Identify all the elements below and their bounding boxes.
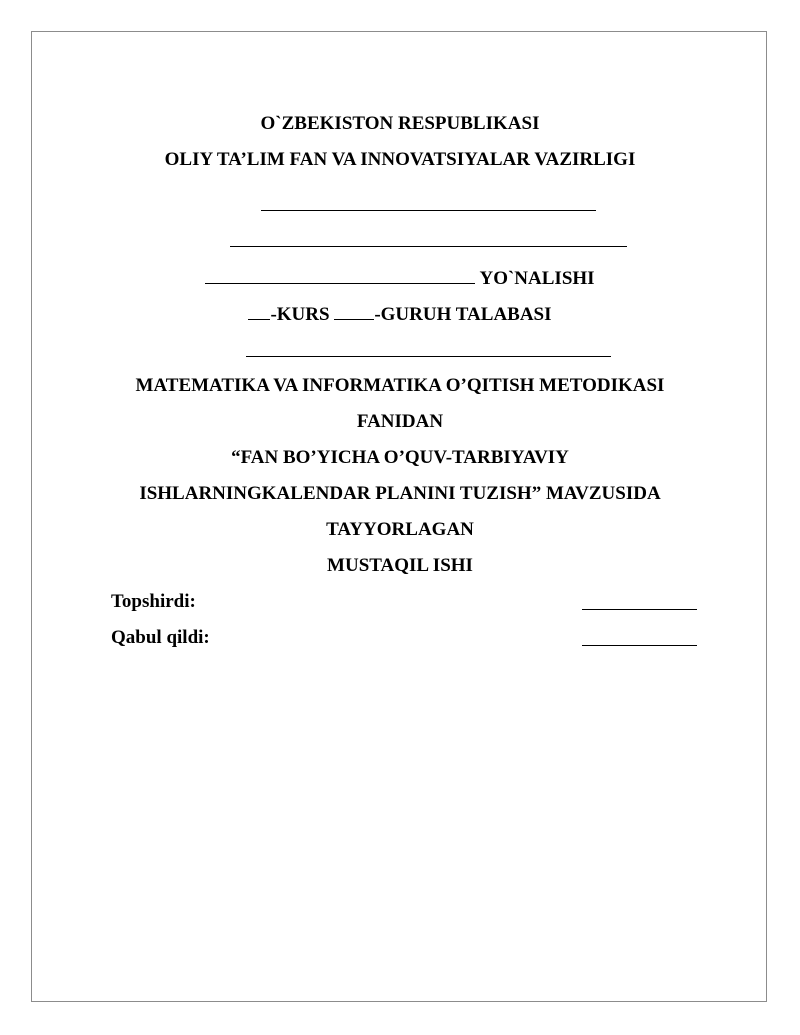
topic-line-2: ISHLARNINGKALENDAR PLANINI TUZISH” MAVZUSIDA [139,483,661,504]
prepared-line: TAYYORLAGAN [326,519,474,540]
student-name-blank[interactable] [246,356,611,357]
group-blank[interactable] [334,302,374,320]
subject-line-1: MATEMATIKA VA INFORMATIKA O’QITISH METODIKASI [135,375,665,396]
course-blank[interactable] [248,302,270,320]
page-border [31,31,767,1002]
country-heading: O`ZBEKISTON RESPUBLIKASI [260,113,540,134]
group-label: -GURUH TALABASI [374,304,552,325]
topic-line-1: “FAN BO’YICHA O’QUV-TARBIYAVIY [231,447,569,468]
institution-blank-2[interactable] [230,246,627,247]
direction-blank[interactable] [205,266,475,284]
work-type-line: MUSTAQIL ISHI [327,555,473,576]
direction-label: YO`NALISHI [479,268,595,289]
submitted-signature-blank[interactable] [582,609,697,610]
submitted-label: Topshirdi: [111,591,196,612]
course-group-line [0,302,800,327]
course-label: -KURS [270,304,330,325]
accepted-signature-blank[interactable] [582,645,697,646]
accepted-label: Qabul qildi: [111,627,210,648]
direction-line [0,266,800,291]
ministry-heading: OLIY TA’LIM FAN VA INNOVATSIYALAR VAZIRLIGI [164,149,636,170]
institution-blank-1[interactable] [261,210,596,211]
subject-line-2: FANIDAN [356,411,444,432]
